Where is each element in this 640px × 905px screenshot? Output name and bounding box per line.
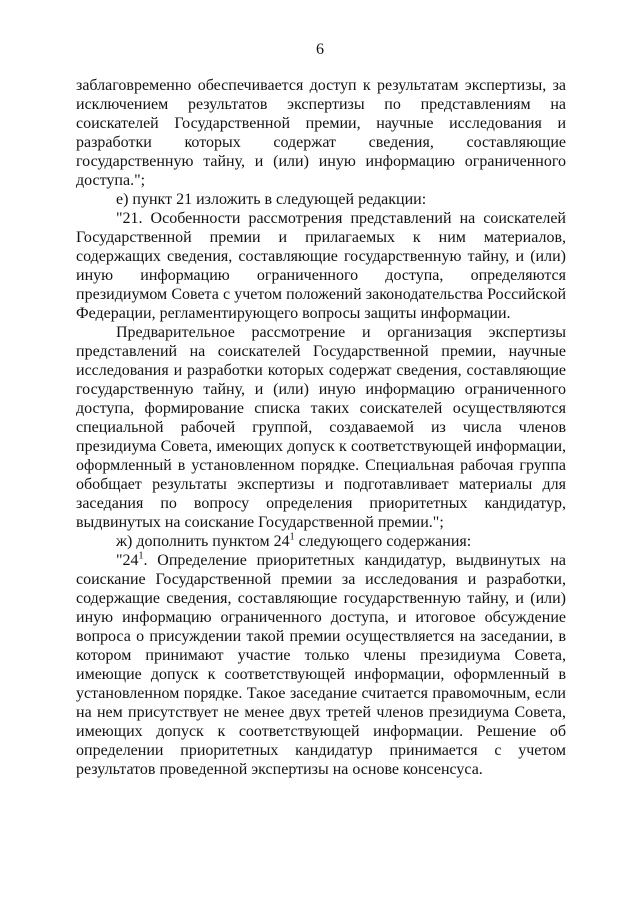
item-zh-suffix: следующего содержания:: [294, 533, 472, 550]
paragraph-item-e: е) пункт 21 изложить в следующей редакции:: [116, 191, 427, 208]
paragraph-preliminary-review: Предварительное рассмотрение и организация экспертизы представлений на соискателей Государственной премии, научные исследования и разработки которых содержат сведения, составляющие государственную тайну, и (или) иную информацию ограниченного доступа, формирование списка таких соискателей осуществляются специальной рабочей группой, создаваемой из числа членов президиума Совета, имеющих допуск к соответствующей информации, оформленный в установленном порядке. Специальная рабочая группа обобщает результаты экспертизы и подготавливает материалы для заседания по вопросу определения приоритетных кандидатур, выдвинутых на соискание Государственной премии.";: [76, 324, 566, 531]
document-body: [76, 76, 566, 779]
paragraph-clause-24-1: [76, 551, 566, 779]
page-number: 6: [316, 41, 324, 58]
paragraph-item-zh: [76, 532, 566, 551]
clause-24-1-superscript: 1: [138, 550, 144, 562]
paragraph-access-results: заблаговременно обеспечивается доступ к результатам экспертизы, за исключением результатов экспертизы по представлениям на соискателей Государственной премии, научные исследования и разработки которых содержат сведения, составляющие государственную тайну, и (или) иную информацию ограниченного доступа.";: [76, 77, 566, 189]
paragraph-clause-21: "21. Особенности рассмотрения представлений на соискателей Государственной премии и прилагаемых к ним материалов, содержащих сведения, составляющие государственную тайну, и (или) иную информацию ограниченного доступа, определяются президиумом Совета с учетом положений законодательства Российской Федерации, регламентирующего вопросы защиты информации.: [76, 210, 566, 322]
item-zh-prefix: ж) дополнить пунктом 24: [116, 533, 290, 550]
clause-24-1-prefix: "24: [116, 552, 139, 569]
clause-24-1-text: . Определение приоритетных кандидатур, выдвинутых на соискание Государственной премии за исследования и разработки, содержащие сведения, составляющие государственную тайну, и (или) иную информацию ограниченного доступа, и итоговое обсуждение вопроса о присуждении такой премии осуществляется на заседании, в котором принимают участие только члены президиума Совета, имеющие допуск к соответствующей информации, оформленный в установленном порядке. Такое заседание считается правомочным, если на нем присутствует не менее двух третей членов президиума Совета, имеющих допуск к соответствующей информации. Решение об определении приоритетных кандидатур принимается с учетом результатов проведенной экспертизы на основе консенсуса.: [76, 552, 566, 778]
item-zh-superscript: 1: [289, 531, 295, 543]
